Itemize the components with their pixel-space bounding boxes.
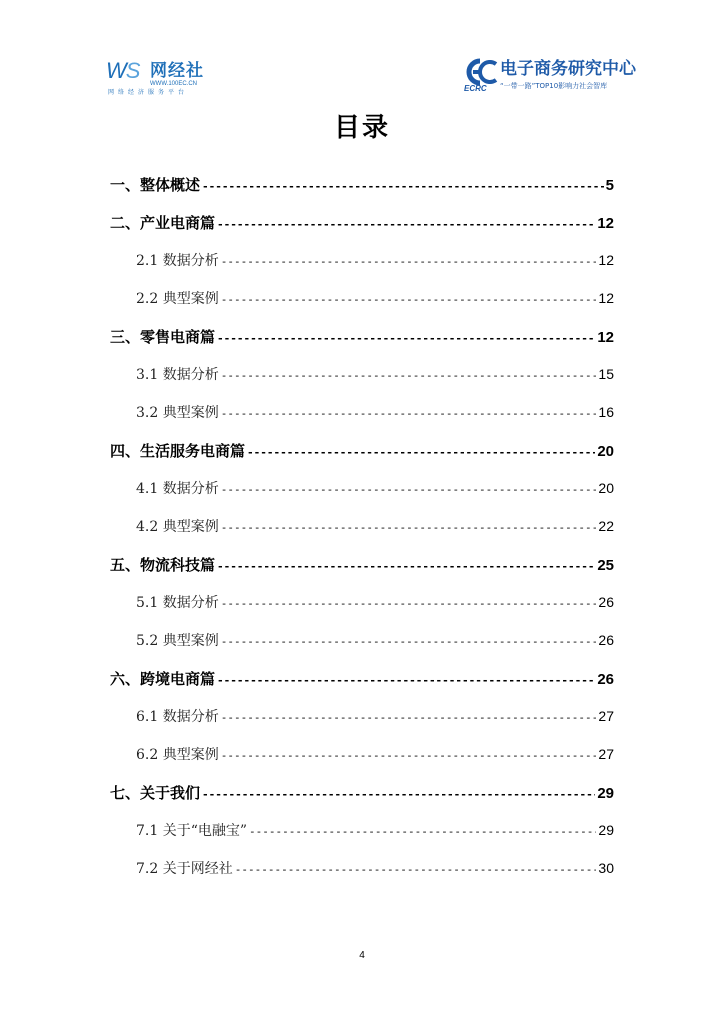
toc-entry[interactable] xyxy=(110,782,614,806)
toc-entry-page: 26 xyxy=(597,671,614,688)
toc-entry-label: 7.2 关于网经社 xyxy=(136,861,233,877)
toc-entry-page: 29 xyxy=(597,785,614,802)
toc-entry[interactable] xyxy=(136,858,614,882)
toc-entry-page: 29 xyxy=(598,822,614,838)
toc-entry-label: 四、生活服务电商篇 xyxy=(110,442,246,460)
toc-entry-label: 三、零售电商篇 xyxy=(110,328,216,346)
ecrc-abbr: ECRC xyxy=(464,84,487,93)
ecrc-logo xyxy=(464,58,636,93)
logo-title: 网经社 xyxy=(150,61,204,81)
toc-entry[interactable] xyxy=(136,478,614,502)
toc-leader-dots xyxy=(217,560,595,573)
toc-entry-label: 2.1 数据分析 xyxy=(136,253,219,269)
toc-entry-page: 15 xyxy=(598,366,614,382)
toc-leader-dots xyxy=(221,597,597,610)
toc-entry-label: 4.2 典型案例 xyxy=(136,519,219,535)
toc-entry-page: 26 xyxy=(598,594,614,610)
toc-entry-page: 22 xyxy=(598,518,614,534)
toc-entry[interactable] xyxy=(110,326,614,350)
toc-leader-dots xyxy=(221,749,597,762)
toc-leader-dots xyxy=(202,788,595,801)
ws-mark: WS xyxy=(106,58,140,83)
toc-entry-label: 3.2 典型案例 xyxy=(136,405,219,421)
toc-leader-dots xyxy=(221,711,597,724)
toc-leader-dots xyxy=(217,332,595,345)
toc-entry[interactable] xyxy=(136,744,614,768)
ecrc-subtitle: “一带一路”TOP10影响力社会智库 xyxy=(500,82,608,90)
toc-leader-dots xyxy=(221,407,597,420)
toc-entry-label: 6.2 典型案例 xyxy=(136,747,219,763)
toc-leader-dots xyxy=(247,446,595,459)
toc-entry[interactable] xyxy=(136,516,614,540)
toc-entry-label: 6.1 数据分析 xyxy=(136,709,219,725)
toc-entry[interactable] xyxy=(136,592,614,616)
ec-mark-icon xyxy=(464,58,498,86)
toc-entry-page: 12 xyxy=(598,290,614,306)
toc-entry[interactable] xyxy=(136,630,614,654)
ecrc-title: 电子商务研究中心 xyxy=(500,59,636,79)
toc-entry[interactable] xyxy=(136,820,614,844)
toc-leader-dots xyxy=(235,863,597,876)
toc-entry-page: 20 xyxy=(598,480,614,496)
toc-entry-page: 20 xyxy=(597,443,614,460)
toc-entry[interactable] xyxy=(110,554,614,578)
toc-entry-label: 3.1 数据分析 xyxy=(136,367,219,383)
logo-subtitle: 网络经济服务平台 xyxy=(108,89,189,96)
wangjingshe-logo xyxy=(106,58,226,98)
toc-leader-dots xyxy=(221,369,597,382)
toc-entry-page: 5 xyxy=(605,177,614,194)
toc-entry-page: 26 xyxy=(598,632,614,648)
toc-leader-dots xyxy=(217,218,595,231)
toc-entry-page: 27 xyxy=(598,746,614,762)
toc-leader-dots xyxy=(221,255,597,268)
toc-leader-dots xyxy=(221,521,597,534)
page-title: 目录 xyxy=(333,113,390,143)
toc-leader-dots xyxy=(221,635,597,648)
toc-entry[interactable] xyxy=(110,668,614,692)
toc-entry-page: 30 xyxy=(598,860,614,876)
toc-entry-label: 5.1 数据分析 xyxy=(136,595,219,611)
toc-entry-page: 27 xyxy=(598,708,614,724)
toc-entry-label: 5.2 典型案例 xyxy=(136,633,219,649)
toc-leader-dots xyxy=(202,180,604,193)
toc-leader-dots xyxy=(217,674,595,687)
toc-entry-page: 16 xyxy=(598,404,614,420)
logo-url: WWW.100EC.CN xyxy=(150,81,198,87)
toc-entry[interactable] xyxy=(136,364,614,388)
toc-entry-label: 二、产业电商篇 xyxy=(110,214,216,232)
toc-entry-label: 五、物流科技篇 xyxy=(110,556,216,574)
toc-entry-label: 七、关于我们 xyxy=(110,784,201,802)
toc-entry[interactable] xyxy=(136,402,614,426)
toc-entry-page: 25 xyxy=(597,557,614,574)
toc-leader-dots xyxy=(221,483,597,496)
toc-entry[interactable] xyxy=(136,250,614,274)
toc-entry-label: 4.1 数据分析 xyxy=(136,481,219,497)
toc-entry[interactable] xyxy=(110,174,614,198)
toc-entry[interactable] xyxy=(136,706,614,730)
toc-entry[interactable] xyxy=(136,288,614,312)
toc-entry-page: 12 xyxy=(597,215,614,232)
toc-entry-page: 12 xyxy=(598,252,614,268)
page-number: 4 xyxy=(359,950,365,961)
toc-entry-page: 12 xyxy=(597,329,614,346)
toc-entry[interactable] xyxy=(110,440,614,464)
toc-leader-dots xyxy=(249,825,596,838)
toc-entry-label: 2.2 典型案例 xyxy=(136,291,219,307)
toc-entry-label: 一、整体概述 xyxy=(110,176,201,194)
toc-entry[interactable] xyxy=(110,212,614,236)
toc-leader-dots xyxy=(221,293,597,306)
toc-entry-label: 六、跨境电商篇 xyxy=(110,670,216,688)
toc-entry-label: 7.1 关于“电融宝” xyxy=(136,823,248,839)
